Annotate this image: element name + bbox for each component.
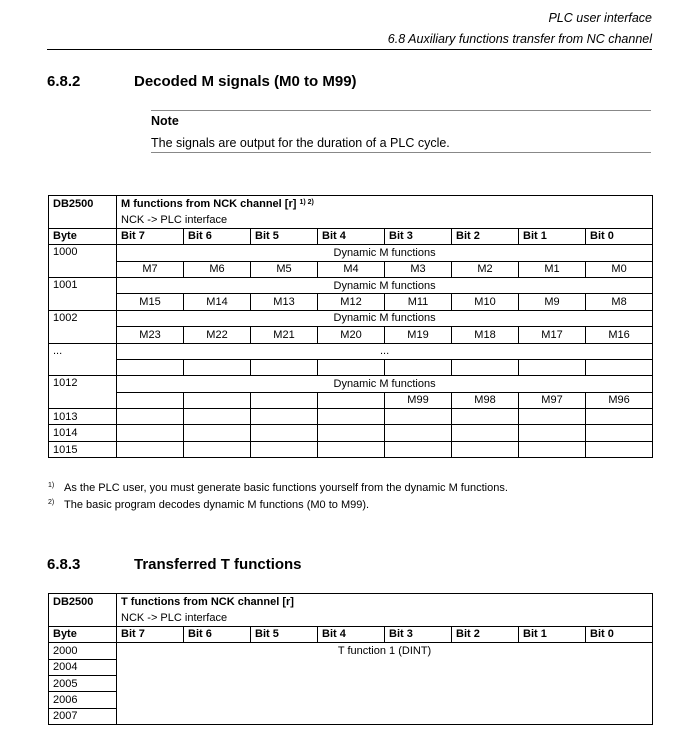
- byte-number: 1000: [49, 245, 117, 278]
- table-subheader-row: [49, 610, 653, 626]
- table-row: [49, 643, 653, 659]
- table-row: [49, 675, 653, 691]
- footnote-1: 1) As the PLC user, you must generate basic functions yourself from the dynamic M functions.: [48, 482, 508, 494]
- byte-number: 1015: [49, 441, 117, 457]
- table-title: T functions from NCK channel [r]: [117, 594, 653, 610]
- table-row: [49, 425, 653, 441]
- bit-header-row: [49, 228, 653, 244]
- bit-header: Bit 1: [519, 228, 586, 244]
- ellipsis-cell: ...: [117, 343, 653, 359]
- footnote-2: 2) The basic program decodes dynamic M functions (M0 to M99).: [48, 499, 370, 511]
- section-number-683: 6.8.3: [47, 556, 81, 573]
- table-row: [49, 245, 653, 261]
- bit-header-row: [49, 626, 653, 642]
- signal-cell: M4: [318, 261, 385, 277]
- table-row: [49, 310, 653, 326]
- section-title-682: Decoded M signals (M0 to M99): [134, 73, 357, 90]
- signal-cell: M12: [318, 294, 385, 310]
- signal-cell: M6: [184, 261, 251, 277]
- signal-cell: M7: [117, 261, 184, 277]
- bit-header: Bit 3: [385, 626, 452, 642]
- signal-cell: M17: [519, 327, 586, 343]
- signal-cell: M21: [251, 327, 318, 343]
- bit-header: Bit 1: [519, 626, 586, 642]
- table-row: [49, 392, 653, 408]
- bit-header: Bit 6: [184, 228, 251, 244]
- signal-cell: [251, 392, 318, 408]
- signal-cell: M97: [519, 392, 586, 408]
- byte-ellipsis: ...: [49, 343, 117, 376]
- signal-cell: M0: [586, 261, 653, 277]
- signal-cell: M11: [385, 294, 452, 310]
- table-row: [49, 359, 653, 375]
- bit-header: Bit 7: [117, 626, 184, 642]
- signal-cell: M8: [586, 294, 653, 310]
- signal-cell: M9: [519, 294, 586, 310]
- bit-header: Bit 4: [318, 228, 385, 244]
- bit-header: Bit 5: [251, 228, 318, 244]
- bit-header: Bit 0: [586, 228, 653, 244]
- section-number-682: 6.8.2: [47, 73, 81, 90]
- signal-cell: [318, 392, 385, 408]
- table-row: [49, 692, 653, 708]
- note-text: The signals are output for the duration of a PLC cycle.: [151, 136, 450, 150]
- signal-cell: M13: [251, 294, 318, 310]
- bit-header: Bit 5: [251, 626, 318, 642]
- byte-number: 2005: [49, 675, 117, 691]
- m-signals-table: [48, 195, 653, 458]
- table-row: [49, 441, 653, 457]
- bit-header: Bit 7: [117, 228, 184, 244]
- table-header-row: [49, 594, 653, 610]
- note-top-rule: [151, 110, 651, 111]
- footnote-ref: 1) 2): [299, 198, 314, 206]
- db-label: DB2500: [49, 196, 117, 212]
- table-row: [49, 261, 653, 277]
- signal-cell: M18: [452, 327, 519, 343]
- table-header-row: [49, 196, 653, 212]
- db-label: DB2500: [49, 594, 117, 610]
- bit-header: Bit 0: [586, 626, 653, 642]
- signal-cell: M2: [452, 261, 519, 277]
- table-row: [49, 327, 653, 343]
- byte-number: 2000: [49, 643, 117, 659]
- signal-cell: M1: [519, 261, 586, 277]
- dynamic-m-functions-label: Dynamic M functions: [117, 376, 653, 392]
- signal-cell: M20: [318, 327, 385, 343]
- byte-label: Byte: [49, 228, 117, 244]
- byte-number: 1002: [49, 310, 117, 343]
- bit-header: Bit 4: [318, 626, 385, 642]
- t-function-value: T function 1 (DINT): [117, 643, 653, 659]
- dynamic-m-functions-label: Dynamic M functions: [117, 277, 653, 293]
- signal-cell: M10: [452, 294, 519, 310]
- bit-header: Bit 3: [385, 228, 452, 244]
- signal-cell: [184, 392, 251, 408]
- bit-header: Bit 2: [452, 626, 519, 642]
- note-label: Note: [151, 114, 179, 128]
- byte-number: 1013: [49, 409, 117, 425]
- byte-number: 1001: [49, 277, 117, 310]
- signal-cell: M14: [184, 294, 251, 310]
- byte-number: 2004: [49, 659, 117, 675]
- running-header-chapter: PLC user interface: [548, 11, 652, 25]
- running-header-section: 6.8 Auxiliary functions transfer from NC channel: [387, 32, 652, 46]
- signal-cell: M19: [385, 327, 452, 343]
- table-row: [49, 659, 653, 675]
- t-functions-table: [48, 593, 653, 725]
- byte-number: 2007: [49, 708, 117, 724]
- table-subheader-row: [49, 212, 653, 228]
- byte-number: 1012: [49, 376, 117, 409]
- signal-cell: M16: [586, 327, 653, 343]
- table-row: [49, 409, 653, 425]
- note-bottom-rule: [151, 152, 651, 153]
- table-subtitle: NCK -> PLC interface: [117, 212, 653, 228]
- signal-cell: M22: [184, 327, 251, 343]
- signal-cell: M98: [452, 392, 519, 408]
- header-rule: [47, 49, 652, 50]
- dynamic-m-functions-label: Dynamic M functions: [117, 310, 653, 326]
- table-row: [49, 376, 653, 392]
- table-row: [49, 708, 653, 724]
- table-row: [49, 294, 653, 310]
- table-subtitle: NCK -> PLC interface: [117, 610, 653, 626]
- section-title-683: Transferred T functions: [134, 556, 302, 573]
- table-title: M functions from NCK channel [r] $^{1) 2)}$: [117, 196, 653, 212]
- signal-cell: [117, 392, 184, 408]
- signal-cell: M5: [251, 261, 318, 277]
- byte-number: 1014: [49, 425, 117, 441]
- byte-label: Byte: [49, 626, 117, 642]
- signal-cell: M3: [385, 261, 452, 277]
- signal-cell: M23: [117, 327, 184, 343]
- bit-header: Bit 6: [184, 626, 251, 642]
- dynamic-m-functions-label: Dynamic M functions: [117, 245, 653, 261]
- signal-cell: M99: [385, 392, 452, 408]
- signal-cell: M96: [586, 392, 653, 408]
- byte-number: 2006: [49, 692, 117, 708]
- bit-header: Bit 2: [452, 228, 519, 244]
- table-row: [49, 277, 653, 293]
- table-row: [49, 343, 653, 359]
- signal-cell: M15: [117, 294, 184, 310]
